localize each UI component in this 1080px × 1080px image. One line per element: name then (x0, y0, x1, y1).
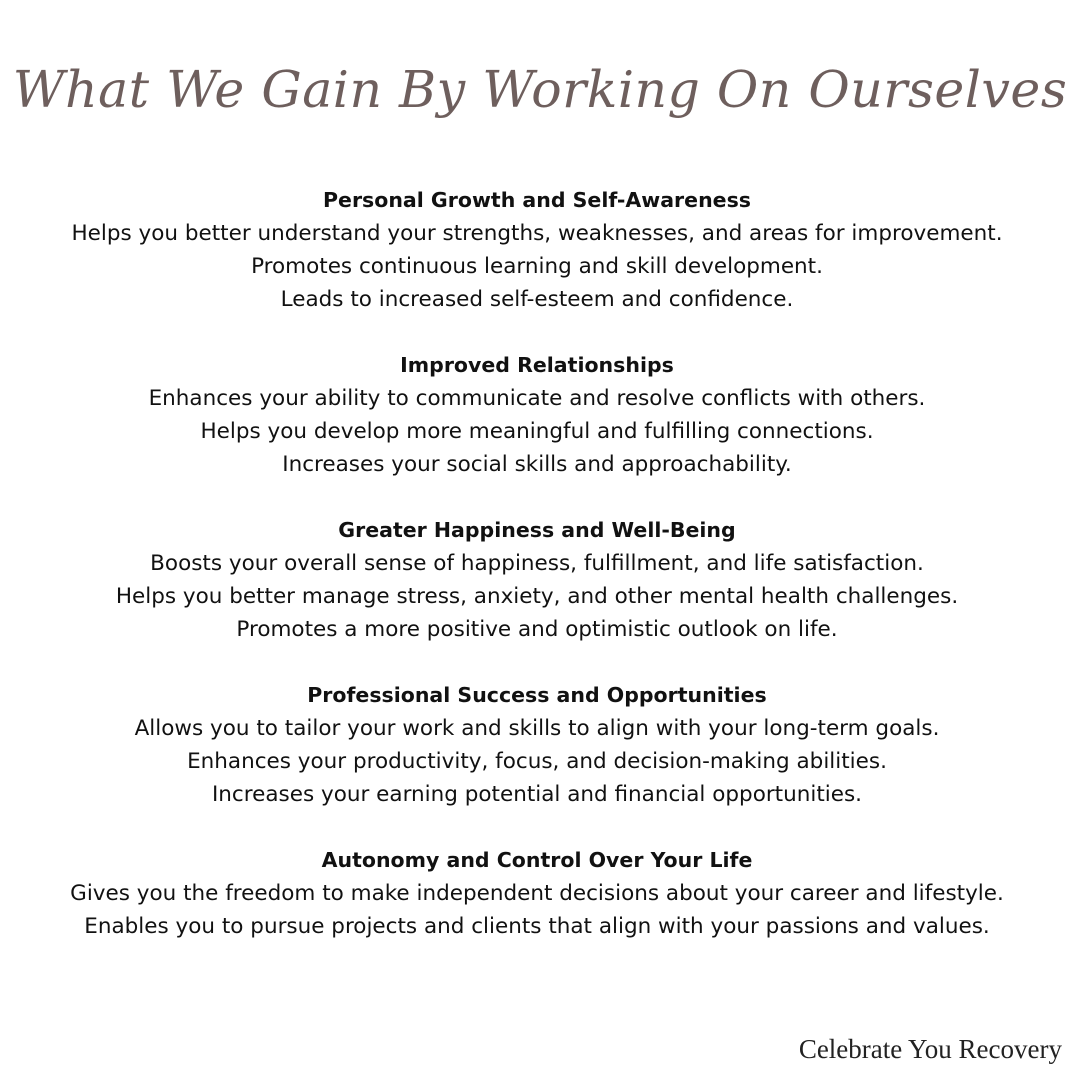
section-line: Increases your social skills and approachability. (282, 452, 792, 477)
section-line: Helps you better understand your strengths, weaknesses, and areas for improvement. (71, 221, 1003, 246)
section-line: Helps you better manage stress, anxiety, and other mental health challenges. (115, 584, 959, 609)
page-title: What We Gain By Working On Ourselves (12, 60, 1068, 119)
section-improved-relationships (0, 349, 1080, 481)
section-heading: Greater Happiness and Well-Being (338, 518, 736, 542)
section-line: Increases your earning potential and financial opportunities. (211, 782, 863, 807)
section-line: Helps you develop more meaningful and fulfilling connections. (200, 419, 874, 444)
section-heading: Personal Growth and Self-Awareness (323, 188, 751, 212)
benefits-list (0, 184, 1080, 976)
section-professional-success (0, 679, 1080, 811)
brand-signature: Celebrate You Recovery (798, 1034, 1062, 1064)
section-line: Boosts your overall sense of happiness, fulfillment, and life satisfaction. (150, 551, 924, 576)
section-line: Promotes continuous learning and skill development. (251, 254, 823, 279)
section-happiness-wellbeing (0, 514, 1080, 646)
section-line: Gives you the freedom to make independent decisions about your career and lifestyle. (70, 881, 1004, 906)
section-heading: Professional Success and Opportunities (307, 683, 767, 707)
section-line: Leads to increased self-esteem and confidence. (280, 287, 794, 312)
section-line: Allows you to tailor your work and skills to align with your long-term goals. (134, 716, 940, 741)
section-autonomy-control (0, 844, 1080, 943)
section-line: Promotes a more positive and optimistic outlook on life. (236, 617, 838, 642)
section-line: Enables you to pursue projects and clients that align with your passions and values. (84, 914, 990, 939)
section-line: Enhances your ability to communicate and resolve conflicts with others. (148, 386, 926, 411)
section-personal-growth (0, 184, 1080, 316)
section-heading: Autonomy and Control Over Your Life (321, 848, 753, 872)
section-line: Enhances your productivity, focus, and decision-making abilities. (187, 749, 887, 774)
section-heading: Improved Relationships (400, 353, 674, 377)
